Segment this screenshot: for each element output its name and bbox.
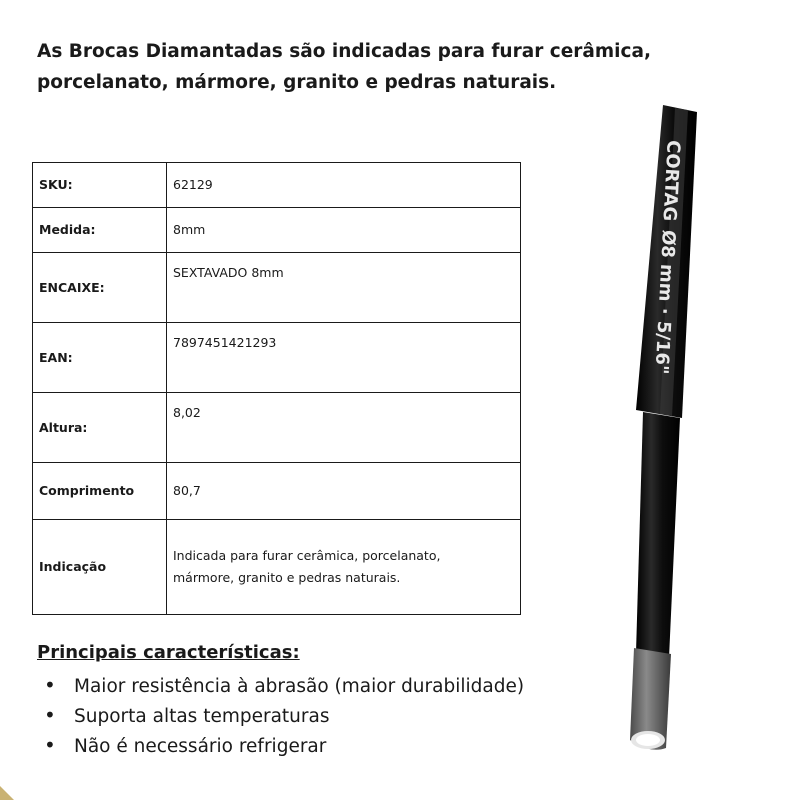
drill-size-label: Ø8 mm · 5/16" <box>650 229 680 375</box>
table-row <box>33 393 521 463</box>
spec-label: Comprimento <box>33 463 167 520</box>
list-item <box>44 671 524 701</box>
features-title: Principais características: <box>37 642 300 663</box>
table-row <box>33 520 521 615</box>
spec-label: Altura: <box>33 393 167 463</box>
bullet-icon: • <box>44 703 56 727</box>
spec-label: Medida: <box>33 208 167 253</box>
feature-text: Suporta altas temperaturas <box>74 706 330 727</box>
spec-value: 8mm <box>167 208 521 253</box>
feature-text: Não é necessário refrigerar <box>74 736 327 757</box>
bullet-icon: • <box>44 673 56 697</box>
drill-bit-image <box>600 100 720 770</box>
spec-label: SKU: <box>33 163 167 208</box>
spec-value <box>167 520 521 615</box>
headline-line-1: As Brocas Diamantadas são indicadas para furar cerâmica, <box>37 41 651 62</box>
spec-label: EAN: <box>33 323 167 393</box>
spec-value-line: Indicada para furar cerâmica, porcelanato, <box>173 548 441 563</box>
spec-table <box>32 162 521 615</box>
list-item <box>44 701 524 731</box>
table-row <box>33 163 521 208</box>
spec-label: Indicação <box>33 520 167 615</box>
spec-value: SEXTAVADO 8mm <box>167 253 521 323</box>
table-row <box>33 323 521 393</box>
headline-line-2: porcelanato, mármore, granito e pedras naturais. <box>37 72 557 93</box>
feature-text: Maior resistência à abrasão (maior durabilidade) <box>74 676 525 697</box>
spec-value: 7897451421293 <box>167 323 521 393</box>
list-item <box>44 731 524 761</box>
drill-body <box>636 412 680 658</box>
bullet-icon: • <box>44 733 56 757</box>
spec-value: 62129 <box>167 163 521 208</box>
spec-label: ENCAIXE: <box>33 253 167 323</box>
features-list <box>44 671 524 761</box>
corner-accent <box>0 786 14 800</box>
table-row <box>33 208 521 253</box>
table-row <box>33 253 521 323</box>
brand-logo: CORTAG <box>658 139 684 222</box>
table-row <box>33 463 521 520</box>
spec-value: 8,02 <box>167 393 521 463</box>
spec-value: 80,7 <box>167 463 521 520</box>
spec-value-line: mármore, granito e pedras naturais. <box>173 570 401 585</box>
headline <box>37 36 677 98</box>
